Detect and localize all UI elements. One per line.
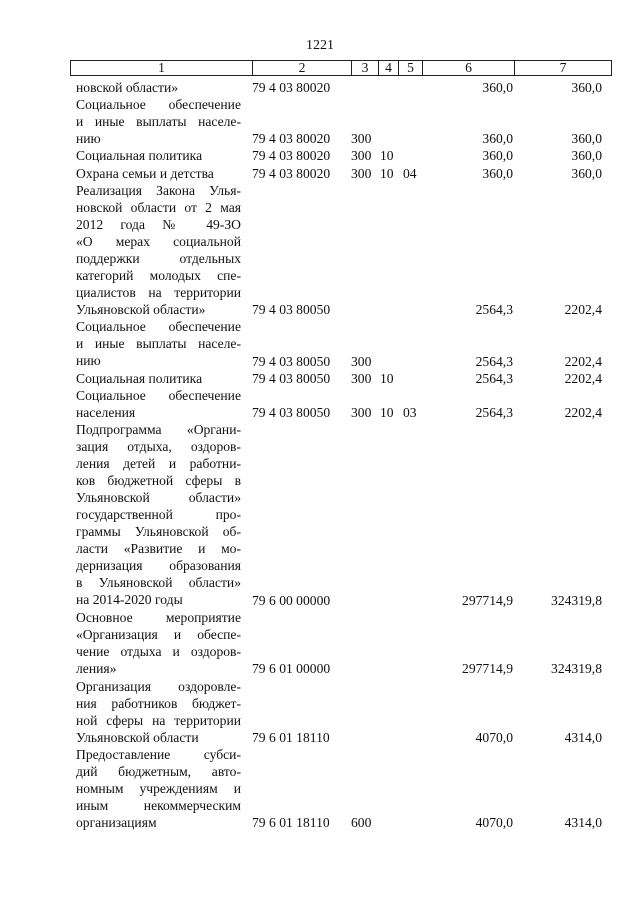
row-col-3: 300 [351, 165, 372, 181]
header-col-2: 2 [253, 61, 352, 75]
row-col-3: 300 [351, 353, 372, 369]
row-col-4: 10 [380, 165, 394, 181]
description-line: организациям [76, 814, 157, 830]
row-value-2024: 2564,3 [475, 353, 513, 369]
description-line: Предоставление субси- [76, 746, 241, 762]
description-line: и иные выплаты населе- [76, 336, 241, 352]
row-description [76, 387, 241, 421]
row-code: 79 6 01 00000 [252, 661, 331, 677]
description-line: «Организация и обеспе- [76, 627, 241, 643]
description-line: 2012 года № 49-ЗО [76, 216, 241, 232]
row-description [76, 318, 241, 369]
description-line: Социальное обеспечение [76, 387, 241, 403]
header-col-3: 3 [352, 61, 379, 75]
description-line: Социальное обеспечение [76, 319, 241, 335]
row-value-2025: 360,0 [571, 148, 602, 164]
row-code: 79 6 01 18110 [252, 729, 330, 745]
description-line: населения [76, 404, 136, 420]
row-col-4: 10 [380, 404, 394, 420]
row-description [76, 678, 241, 746]
description-line: поддержки отдельных [76, 250, 241, 266]
page-number: 1221 [306, 38, 334, 53]
row-value-2025: 324319,8 [551, 593, 602, 608]
row-description [76, 182, 241, 318]
row-value-2025: 2202,4 [564, 302, 602, 318]
header-col-5: 5 [399, 61, 423, 75]
description-line: «О мерах социальной [76, 233, 241, 249]
description-line: новской области» [76, 80, 179, 95]
description-line: иным некоммерческим [76, 797, 241, 813]
row-col-3: 300 [351, 148, 372, 164]
row-value-2025: 2202,4 [564, 370, 602, 386]
description-line: Основное мероприятие [76, 610, 241, 626]
header-col-7: 7 [559, 60, 567, 75]
row-description [76, 147, 241, 164]
description-line: Подпрограмма «Органи- [76, 422, 241, 437]
row-value-2024: 2564,3 [475, 302, 513, 318]
description-line: Реализация Закона Улья- [76, 182, 241, 198]
description-line: и иные выплаты населе- [76, 114, 241, 130]
row-value-2025: 360,0 [571, 131, 602, 147]
description-line: дий бюджетным, авто- [76, 763, 241, 779]
row-value-2025: 360,0 [571, 165, 602, 181]
row-description [76, 609, 241, 677]
row-col-5: 04 [403, 165, 417, 181]
row-value-2025: 324319,8 [551, 661, 602, 677]
row-value-2025: 4314,0 [564, 729, 602, 745]
description-line: Ульяновской области [76, 729, 199, 745]
description-line: ласти «Развитие и мо- [76, 541, 241, 556]
row-code: 79 4 03 80050 [252, 404, 331, 420]
description-line: Ульяновской области» [76, 301, 206, 317]
description-line: Организация оздоровле- [76, 678, 241, 694]
row-value-2025: 360,0 [571, 80, 602, 95]
description-line: ления детей и работни- [76, 456, 241, 471]
description-line: в Ульяновской области» [76, 575, 241, 590]
row-value-2024: 360,0 [482, 80, 513, 95]
row-code: 79 4 03 80020 [252, 165, 331, 181]
description-line: Социальная политика [76, 148, 203, 164]
description-line: дернизация образования [76, 558, 241, 573]
row-value-2024: 297714,9 [462, 661, 513, 677]
description-line: Охрана семьи и детства [76, 165, 214, 181]
row-value-2025: 2202,4 [564, 353, 602, 369]
description-line: Социальная политика [76, 370, 203, 386]
row-col-3: 300 [351, 131, 372, 147]
row-code: 79 6 01 18110 [252, 815, 330, 831]
row-value-2024: 2564,3 [475, 370, 513, 386]
header-col-1: 1 [71, 61, 253, 75]
description-line: зация отдыха, оздоров- [76, 439, 241, 454]
description-line: ления» [76, 661, 117, 677]
header-col-6: 6 [423, 61, 515, 75]
description-line: ной сферы на территории [76, 712, 241, 728]
description-line: нию [76, 131, 101, 147]
description-line: на 2014-2020 годы [76, 592, 183, 607]
description-line: нию [76, 353, 101, 369]
header-col-4: 4 [379, 61, 399, 75]
row-value-2024: 4070,0 [475, 815, 513, 831]
row-col-5: 03 [403, 404, 417, 420]
description-line: граммы Ульяновской об- [76, 524, 241, 539]
description-line: государственной про- [76, 507, 241, 522]
row-value-2024: 360,0 [482, 148, 513, 164]
description-line: категорий молодых спе- [76, 267, 241, 283]
description-line: новской области от 2 мая [76, 199, 241, 215]
row-col-3: 300 [351, 404, 372, 420]
row-code: 79 4 03 80020 [252, 131, 331, 147]
description-line: Социальное обеспечение [76, 97, 241, 113]
row-col-4: 10 [380, 148, 394, 164]
description-line: чение отдыха и оздоров- [76, 644, 241, 660]
row-value-2025: 2202,4 [564, 404, 602, 420]
description-line: циалистов на территории [76, 284, 241, 300]
row-code: 79 4 03 80050 [252, 302, 331, 318]
description-line: ния работников бюджет- [76, 695, 241, 711]
row-description [76, 746, 241, 831]
description-line: ков бюджетной сферы в [76, 473, 241, 488]
row-description [76, 421, 241, 608]
table-header [70, 60, 612, 76]
row-code: 79 4 03 80050 [252, 370, 331, 386]
row-code: 79 4 03 80020 [252, 148, 331, 164]
row-description [76, 165, 241, 182]
row-col-3: 600 [351, 815, 372, 831]
row-col-4: 10 [380, 370, 394, 386]
row-col-3: 300 [351, 370, 372, 386]
row-value-2024: 297714,9 [462, 593, 513, 608]
row-value-2024: 2564,3 [475, 404, 513, 420]
row-value-2024: 360,0 [482, 165, 513, 181]
row-description [76, 96, 241, 147]
description-line: номным учреждениям и [76, 780, 241, 796]
row-value-2024: 360,0 [482, 131, 513, 147]
row-code: 79 4 03 80020 [252, 80, 331, 95]
row-value-2024: 4070,0 [475, 729, 513, 745]
row-description [76, 79, 241, 96]
row-code: 79 6 00 00000 [252, 593, 331, 608]
description-line: Ульяновской области» [76, 490, 241, 505]
row-description [76, 370, 241, 387]
row-code: 79 4 03 80050 [252, 353, 331, 369]
row-value-2025: 4314,0 [564, 815, 602, 831]
